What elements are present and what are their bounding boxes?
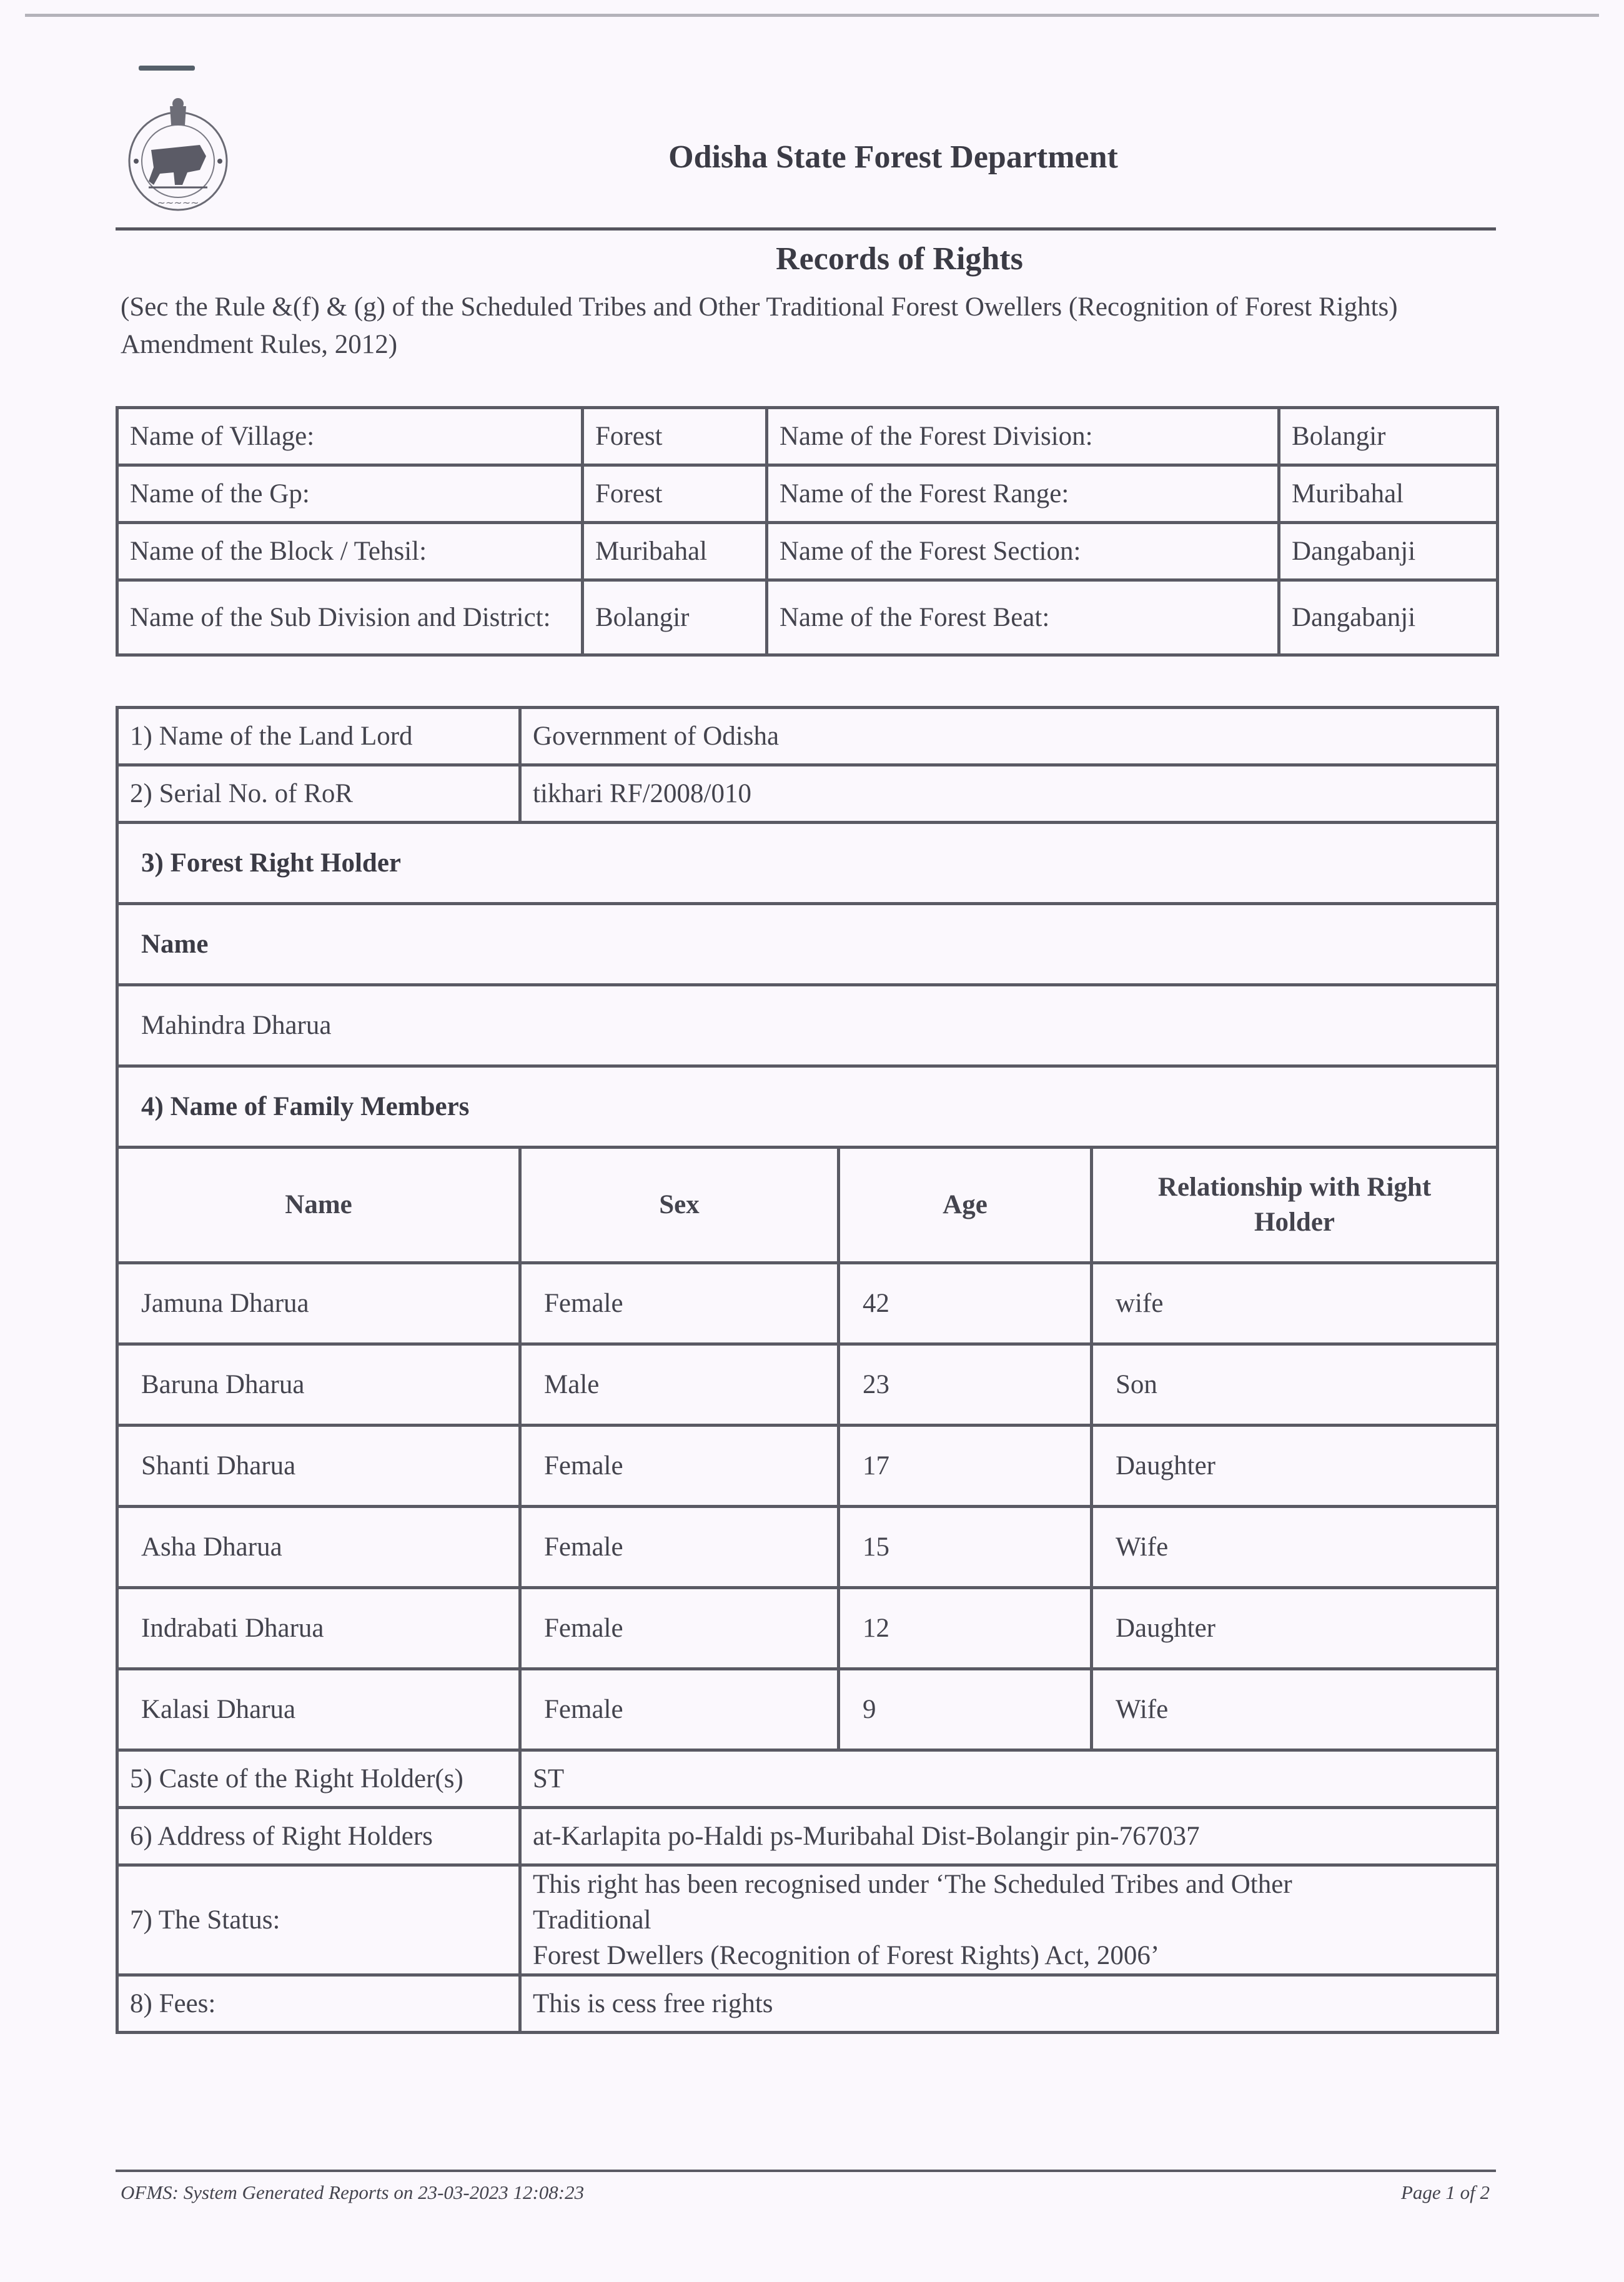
status-line: Forest Dwellers (Recognition of Forest Rights) Act, 2006’ bbox=[533, 1941, 1160, 1970]
family-members-section bbox=[117, 1066, 1498, 1148]
right-holder-name: Mahindra Dharua bbox=[117, 985, 1498, 1066]
right-holder-name-header bbox=[117, 904, 1498, 985]
address-value: at-Karlapita po-Haldi ps-Muribahal Dist-Bolangir pin-767037 bbox=[520, 1808, 1498, 1865]
address-row bbox=[117, 1808, 1498, 1865]
forest-section-label: Name of the Forest Section: bbox=[767, 523, 1279, 580]
caste-value: ST bbox=[520, 1750, 1498, 1808]
member-name: Baruna Dharua bbox=[117, 1344, 520, 1426]
forest-beat-value: Dangabanji bbox=[1279, 580, 1498, 655]
column-header-relationship: Relationship with Right Holder bbox=[1092, 1148, 1498, 1263]
caste-row bbox=[117, 1750, 1498, 1808]
header-divider bbox=[116, 227, 1496, 231]
document-subtitle: (Sec the Rule &(f) & (g) of the Scheduled Tribes and Other Traditional Forest Owellers (Recognition of Forest Rights) Amendment Rules, 2012) bbox=[121, 292, 1398, 359]
svg-text:~~~~~: ~~~~~ bbox=[157, 197, 199, 209]
gp-value: Forest bbox=[583, 465, 767, 523]
serial-no-row bbox=[117, 765, 1498, 823]
document-title: Records of Rights bbox=[776, 241, 1023, 277]
status-row bbox=[117, 1865, 1498, 1975]
column-header-age: Age bbox=[839, 1148, 1092, 1263]
member-name: Asha Dharua bbox=[117, 1507, 520, 1588]
serial-no-value: tikhari RF/2008/010 bbox=[520, 765, 1498, 823]
family-members-header-row bbox=[117, 1148, 1498, 1263]
serial-no-label: 2) Serial No. of RoR bbox=[117, 765, 520, 823]
subdivision-value: Bolangir bbox=[583, 580, 767, 655]
address-label: 6) Address of Right Holders bbox=[117, 1808, 520, 1865]
column-header-sex: Sex bbox=[520, 1148, 839, 1263]
location-table bbox=[116, 406, 1499, 657]
family-members-heading: 4) Name of Family Members bbox=[117, 1066, 1498, 1148]
subdivision-label: Name of the Sub Division and District: bbox=[117, 580, 583, 655]
generated-timestamp: OFMS: System Generated Reports on 23-03-2023 12:08:23 bbox=[121, 2181, 585, 2203]
block-label: Name of the Block / Tehsil: bbox=[117, 523, 583, 580]
status-label: 7) The Status: bbox=[117, 1865, 520, 1975]
member-name: Jamuna Dharua bbox=[117, 1263, 520, 1344]
record-table bbox=[116, 706, 1499, 2034]
scan-edge bbox=[25, 14, 1599, 17]
caste-label: 5) Caste of the Right Holder(s) bbox=[117, 1750, 520, 1808]
footer-divider bbox=[116, 2170, 1496, 2172]
page-number: Page 1 of 2 bbox=[1400, 2181, 1490, 2203]
member-sex: Female bbox=[520, 1263, 839, 1344]
family-member-row bbox=[117, 1426, 1498, 1507]
member-sex: Female bbox=[520, 1588, 839, 1669]
family-member-row bbox=[117, 1344, 1498, 1426]
column-header-name: Name bbox=[117, 1148, 520, 1263]
member-name: Shanti Dharua bbox=[117, 1426, 520, 1507]
forest-division-value: Bolangir bbox=[1279, 408, 1498, 465]
member-age: 42 bbox=[839, 1263, 1092, 1344]
member-name: Kalasi Dharua bbox=[117, 1669, 520, 1750]
department-title: Odisha State Forest Department bbox=[668, 139, 1118, 175]
block-value: Muribahal bbox=[583, 523, 767, 580]
location-row bbox=[117, 408, 1498, 465]
right-holder-name-row bbox=[117, 985, 1498, 1066]
forest-range-value: Muribahal bbox=[1279, 465, 1498, 523]
forest-right-holder-section bbox=[117, 823, 1498, 904]
member-relationship: Wife bbox=[1092, 1507, 1498, 1588]
family-member-row bbox=[117, 1507, 1498, 1588]
status-line: This right has been recognised under ‘The Scheduled Tribes and Other bbox=[533, 1870, 1292, 1899]
village-value: Forest bbox=[583, 408, 767, 465]
forest-beat-label: Name of the Forest Beat: bbox=[767, 580, 1279, 655]
forest-division-label: Name of the Forest Division: bbox=[767, 408, 1279, 465]
fees-label: 8) Fees: bbox=[117, 1975, 520, 2033]
member-relationship: Daughter bbox=[1092, 1588, 1498, 1669]
member-relationship: Daughter bbox=[1092, 1426, 1498, 1507]
member-relationship: Son bbox=[1092, 1344, 1498, 1426]
member-relationship: wife bbox=[1092, 1263, 1498, 1344]
forest-right-holder-heading: 3) Forest Right Holder bbox=[117, 823, 1498, 904]
location-row bbox=[117, 465, 1498, 523]
gp-label: Name of the Gp: bbox=[117, 465, 583, 523]
fees-row bbox=[117, 1975, 1498, 2033]
member-age: 15 bbox=[839, 1507, 1092, 1588]
land-lord-label: 1) Name of the Land Lord bbox=[117, 708, 520, 765]
forest-range-label: Name of the Forest Range: bbox=[767, 465, 1279, 523]
member-sex: Female bbox=[520, 1669, 839, 1750]
right-holder-name-label: Name bbox=[117, 904, 1498, 985]
member-age: 12 bbox=[839, 1588, 1092, 1669]
status-line: Traditional bbox=[533, 1905, 651, 1935]
member-sex: Female bbox=[520, 1426, 839, 1507]
land-lord-row bbox=[117, 708, 1498, 765]
location-row bbox=[117, 523, 1498, 580]
member-relationship: Wife bbox=[1092, 1669, 1498, 1750]
member-age: 17 bbox=[839, 1426, 1092, 1507]
member-sex: Male bbox=[520, 1344, 839, 1426]
family-member-row bbox=[117, 1263, 1498, 1344]
member-sex: Female bbox=[520, 1507, 839, 1588]
location-row bbox=[117, 580, 1498, 655]
fees-value: This is cess free rights bbox=[520, 1975, 1498, 2033]
land-lord-value: Government of Odisha bbox=[520, 708, 1498, 765]
family-member-row bbox=[117, 1588, 1498, 1669]
member-age: 23 bbox=[839, 1344, 1092, 1426]
family-member-row bbox=[117, 1669, 1498, 1750]
village-label: Name of Village: bbox=[117, 408, 583, 465]
member-age: 9 bbox=[839, 1669, 1092, 1750]
forest-section-value: Dangabanji bbox=[1279, 523, 1498, 580]
status-value bbox=[520, 1865, 1498, 1975]
member-name: Indrabati Dharua bbox=[117, 1588, 520, 1669]
